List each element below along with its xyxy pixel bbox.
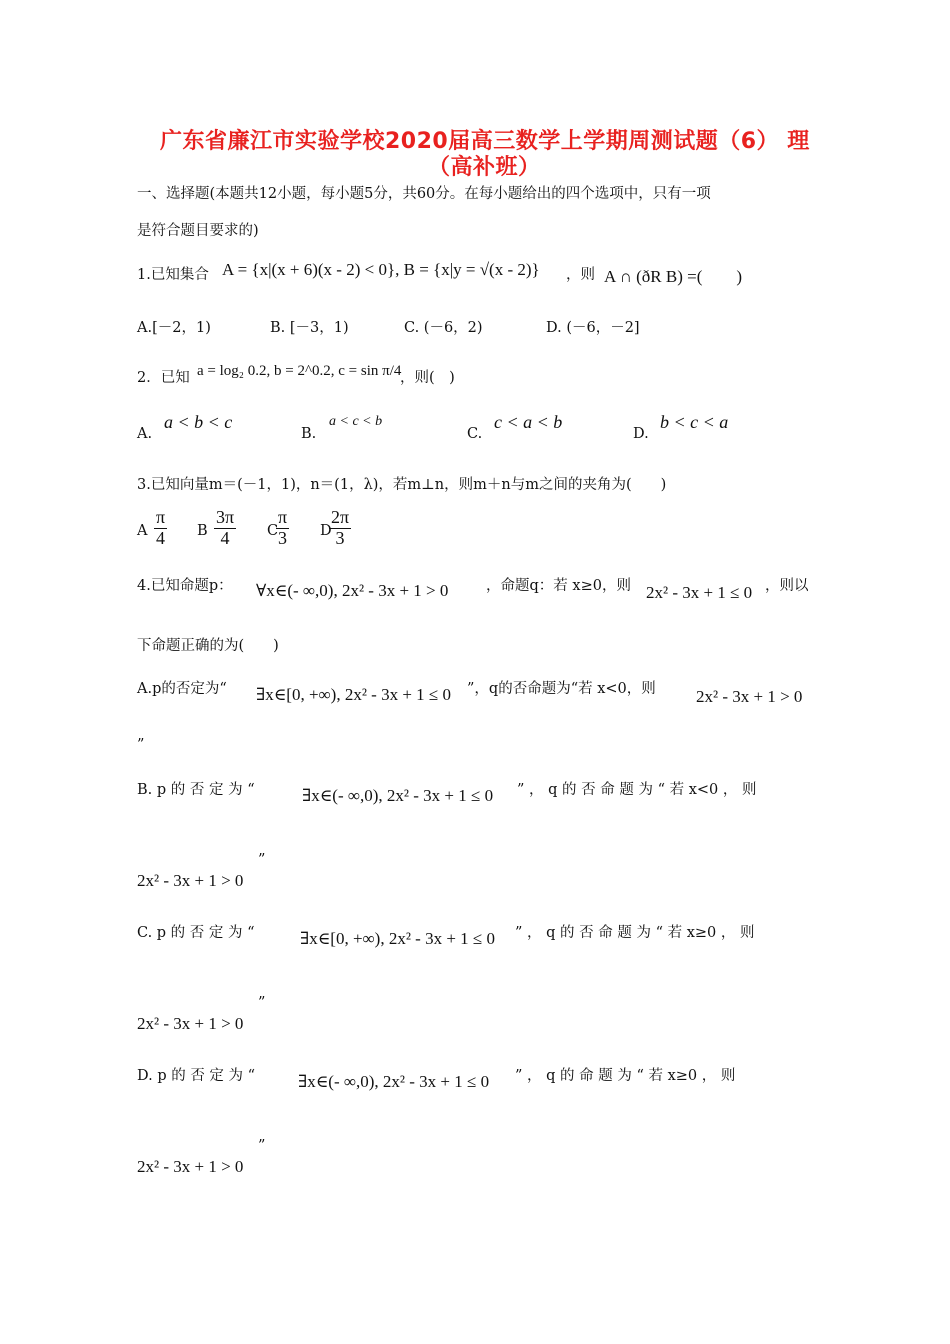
section-instructions-line2: 是符合题目要求的) [137,223,259,239]
q4-stem-a: 4.已知命题p： [137,578,233,594]
doc-title-line2: （高补班） [428,155,541,180]
q1-option-a: A.[－2，1) [137,320,211,336]
q3-option-c-num: π [278,507,288,527]
q2-option-a-expr: a < b < c [164,412,233,432]
q1-option-c: C. (－6，2) [404,320,483,336]
q3-option-d-num: 2π [331,507,350,527]
q4-option-a-expr2: 2x² - 3x + 1 > 0 [696,687,803,706]
doc-title-line1: 广东省廉江市实验学校2020届高三数学上学期周测试题（6） 理 [160,129,810,154]
section-instructions-line1: 一、选择题(本题共12小题，每小题5分，共60分。在每小题给出的四个选项中，只有一项 [137,186,711,202]
q4-option-c-expr2: 2x² - 3x + 1 > 0 [137,1014,244,1033]
q4-option-c-text2: ” ， q 的 否 命 题 为 “ 若 x≥0 ， 则 [515,925,755,941]
q4-option-d-expr2: 2x² - 3x + 1 > 0 [137,1157,244,1176]
q4-option-a-expr1: ∃x∈[0, +∞), 2x² - 3x + 1 ≤ 0 [256,685,452,704]
q2-formula: a = log₂ 0.2, b = 2^0.2, c = sin π/4 [197,363,402,379]
q2-stem: 2．已知 [137,370,190,386]
q2-option-d-expr: b < c < a [660,412,729,432]
q1-option-b: B. [－3，1) [270,320,349,336]
q3-option-a-label: A [137,523,148,539]
q4-q-expr: 2x² - 3x + 1 ≤ 0 [646,583,753,602]
q3-option-d-den: 3 [335,527,345,548]
q1-ask: A ∩ (ðR B) =( ) [604,267,743,286]
q1-stem: 1.已知集合 [137,267,209,283]
q4-option-a-text2: ”，q的否命题为“若 x<0，则 [467,681,656,697]
q3-option-b-label: B [197,523,208,539]
q4-option-b-text2: ” ， q 的 否 命 题 为 “ 若 x<0 ， 则 [517,782,757,798]
q4-option-d-text: D. p 的 否 定 为 “ [137,1068,256,1084]
q3-option-d-label: D [320,523,332,539]
q4-option-d-text2: ” ， q 的 命 题 为 “ 若 x≥0 ， 则 [515,1068,736,1084]
q4-stem-d: 下命题正确的为( ) [137,638,279,654]
q4-p-expr: ∀x∈(- ∞,0), 2x² - 3x + 1 > 0 [256,581,449,600]
q4-option-b-expr2: 2x² - 3x + 1 > 0 [137,871,244,890]
q4-option-b-close-quote: ” [258,852,266,868]
q3-stem: 3.已知向量m＝(－1，1)，n＝(1，λ)，若m⊥n，则m＋n与m之间的夹角为( ) [137,477,667,493]
q4-option-b-expr1: ∃x∈(- ∞,0), 2x² - 3x + 1 ≤ 0 [302,786,494,805]
q2-option-c-expr: c < a < b [494,412,563,432]
q3-option-a-fraction [154,508,167,549]
q4-option-d-expr1: ∃x∈(- ∞,0), 2x² - 3x + 1 ≤ 0 [298,1072,490,1091]
q4-option-c-text: C. p 的 否 定 为 “ [137,925,255,941]
q3-option-a-den: 4 [156,527,166,548]
q3-option-d-fraction [329,508,351,549]
q4-option-a-close-quote: ” [137,737,145,753]
q4-option-a-text: A.p的否定为“ [137,681,227,697]
q4-option-b-text: B. p 的 否 定 为 “ [137,782,255,798]
q4-stem-c: ，则以 [765,578,809,594]
q3-option-b-num: 3π [216,507,235,527]
q3-option-c-den: 3 [278,527,288,548]
q3-option-a-num: π [156,507,166,527]
q2-option-b-label: B. [301,426,317,442]
q2-tail: ，则( ) [400,370,455,386]
q1-then: ，则 [566,267,595,283]
q2-option-c-label: C. [467,426,483,442]
q4-stem-b: ，命题q：若 x≥0，则 [486,578,631,594]
q3-option-b-den: 4 [220,527,230,548]
q3-option-c-fraction [276,508,289,549]
q3-option-c-label: C [267,523,279,539]
q3-option-b-fraction [214,508,236,549]
q2-option-b-expr: a < c < b [329,414,383,429]
q2-option-a-label: A. [137,426,153,442]
q4-option-d-close-quote: ” [258,1138,266,1154]
q1-formula: A = {x|(x + 6)(x - 2) < 0}, B = {x|y = √(x - 2)} [222,260,540,279]
q2-option-d-label: D. [633,426,649,442]
q1-option-d: D. (－6，－2] [546,320,640,336]
q4-option-c-close-quote: ” [258,995,266,1011]
q4-option-c-expr1: ∃x∈[0, +∞), 2x² - 3x + 1 ≤ 0 [300,929,496,948]
